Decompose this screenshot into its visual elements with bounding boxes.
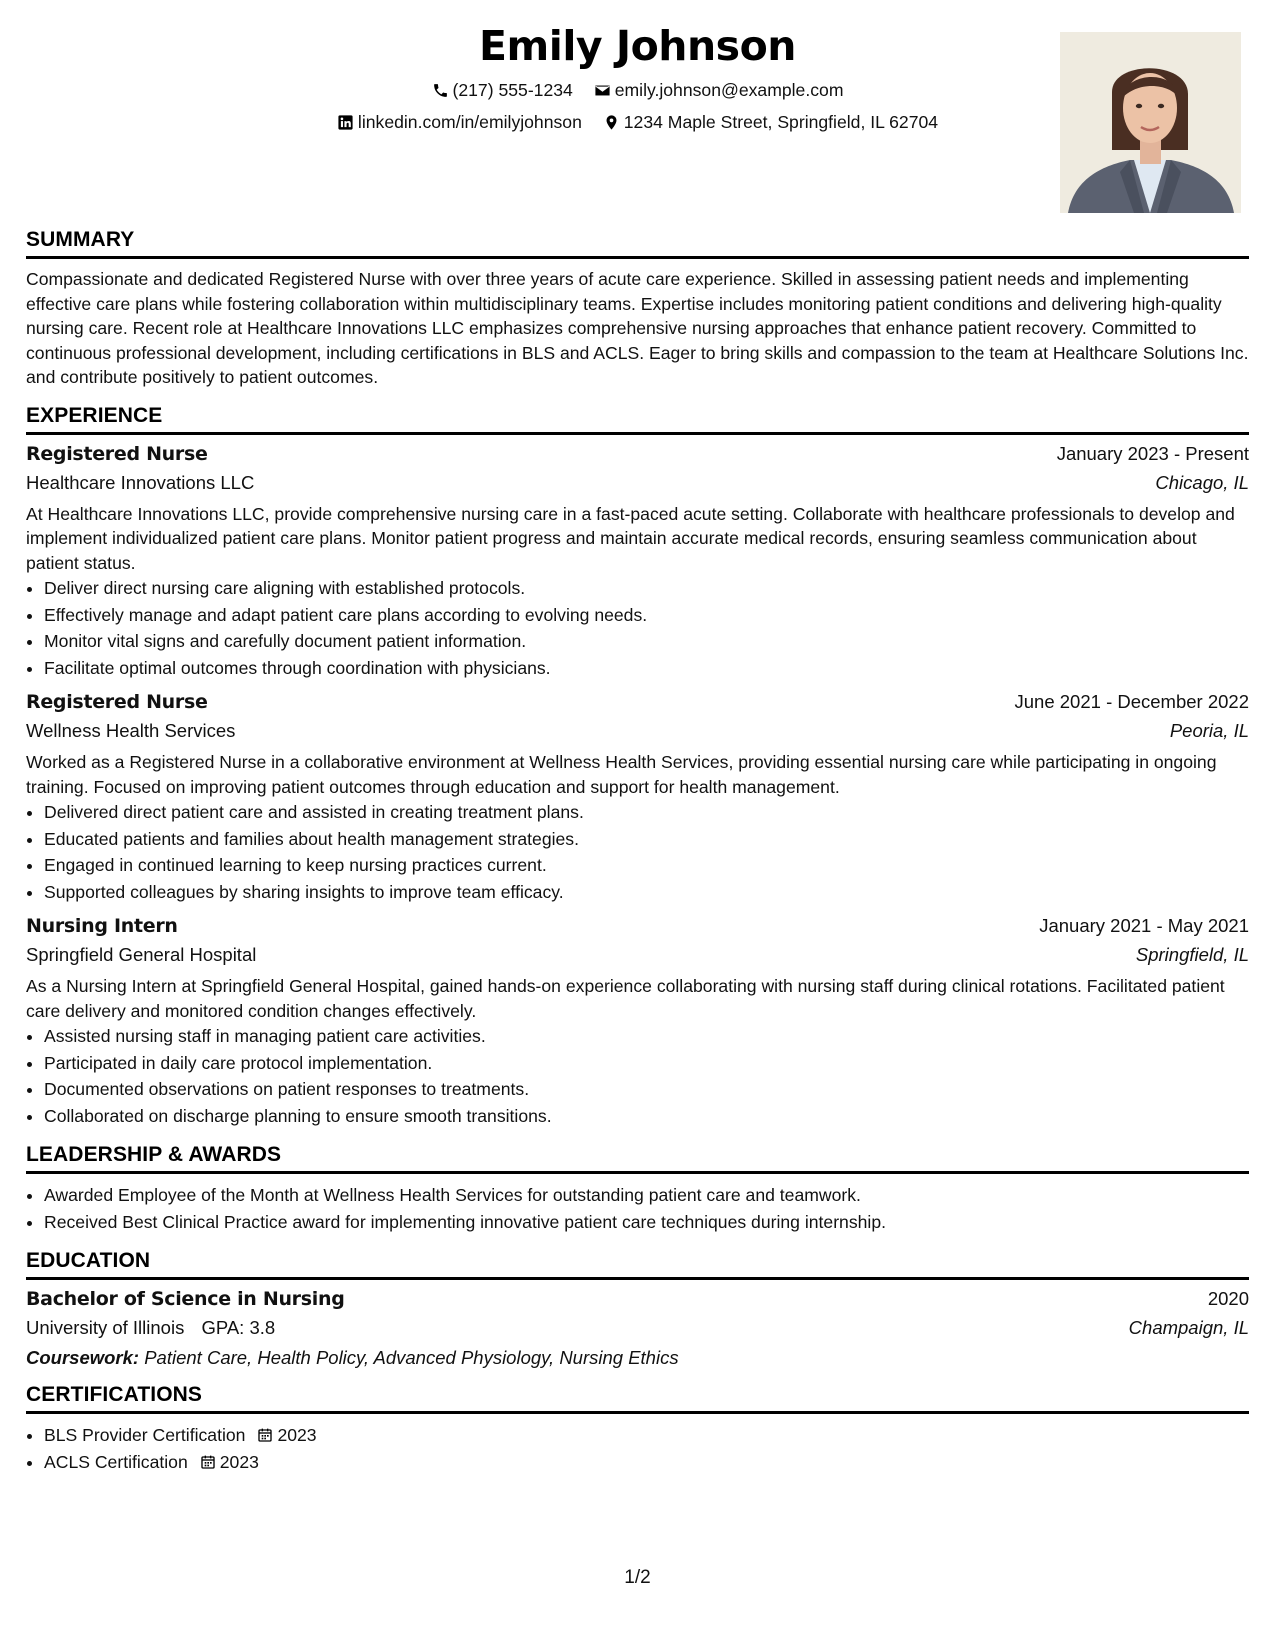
coursework-list: Patient Care, Health Policy, Advanced Physiology, Nursing Ethics <box>144 1347 679 1368</box>
summary-text: Compassionate and dedicated Registered Nurse with over three years of acute care experience. Skilled in assessing patient needs and implementing effective care plans while fostering collaboration within multidisciplinary teams. Expertise includes monitoring patient conditions and delivering high-quality nursing care. Recent role at Healthcare Innovations LLC emphasizes comprehensive nursing approaches that enhance patient recovery. Committed to continuous professional development, including certifications in BLS and ACLS. Eager to bring skills and compassion to the team at Healthcare Solutions Inc. and contribute positively to patient outcomes. <box>26 269 1249 387</box>
list-item: • Awarded Employee of the Month at Wellness Health Services for outstanding patient care and teamwork. <box>44 1182 1249 1209</box>
job-dates: January 2023 - Present <box>1056 442 1249 464</box>
list-item: • Assisted nursing staff in managing patient care activities. <box>44 1023 1249 1050</box>
job-header <box>26 691 1249 713</box>
map-pin-icon <box>603 114 620 131</box>
profile-photo <box>1060 32 1241 213</box>
phone-contact <box>432 80 573 101</box>
list-item: • Engaged in continued learning to keep nursing practices current. <box>44 852 1249 879</box>
list-item <box>44 1422 1249 1449</box>
list-item: • Received Best Clinical Practice award for implementing innovative patient care techniques during internship. <box>44 1209 1249 1236</box>
calendar-icon <box>257 1427 273 1443</box>
summary-heading: SUMMARY <box>26 228 1249 259</box>
job-location: Chicago, IL <box>1155 471 1249 493</box>
resume-header <box>26 0 1249 228</box>
calendar-icon <box>200 1454 216 1470</box>
education-section <box>26 1249 1249 1369</box>
profile-photo-illustration <box>1060 32 1241 213</box>
list-item: • Participated in daily care protocol implementation. <box>44 1050 1249 1077</box>
job-title: Registered Nurse <box>26 442 208 465</box>
job-bullets <box>26 1023 1249 1129</box>
certification <box>44 1449 259 1476</box>
summary-section <box>26 228 1249 390</box>
list-item: • Supported colleagues by sharing insights to improve team efficacy. <box>44 879 1249 906</box>
gpa: GPA: 3.8 <box>201 1317 276 1338</box>
job-description: Worked as a Registered Nurse in a collaborative environment at Wellness Health Services, providing essential nursing care while participating in ongoing training. Focused on improving patient outcomes through education and support for health management. <box>26 752 1217 797</box>
leadership-heading: LEADERSHIP & AWARDS <box>26 1143 1249 1174</box>
school-name: University of Illinois <box>26 1317 185 1338</box>
job-bullets <box>26 575 1249 681</box>
certification-name: • BLS Provider Certification <box>44 1425 246 1445</box>
education-header <box>26 1288 1249 1310</box>
job-subheader <box>26 713 1249 742</box>
job-header <box>26 915 1249 937</box>
job-title: Nursing Intern <box>26 915 178 937</box>
job-description: At Healthcare Innovations LLC, provide comprehensive nursing care in a fast-paced acute setting. Collaborate with healthcare professionals to develop and implement individualized patient care plans. Monitor patient progress and maintain accurate medical records, ensuring seamless communication about patient status. <box>26 503 1235 573</box>
list-item: • Facilitate optimal outcomes through coordination with physicians. <box>44 655 1249 682</box>
job-entry <box>26 691 1249 905</box>
list-item: • Documented observations on patient responses to treatments. <box>44 1076 1249 1103</box>
awards-list <box>26 1182 1249 1235</box>
coursework-label: Coursework: <box>26 1347 140 1368</box>
certifications-section <box>26 1383 1249 1475</box>
job-bullets <box>26 799 1249 905</box>
job-company: Springfield General Hospital <box>26 944 257 965</box>
linkedin-icon <box>337 114 354 131</box>
job-company: Wellness Health Services <box>26 720 236 741</box>
experience-section <box>26 404 1249 1130</box>
job-description: As a Nursing Intern at Springfield General Hospital, gained hands-on experience collaborating with nursing staff during clinical rotations. Facilitated patient care delivery and monitored condition changes effectively. <box>26 976 1225 1021</box>
education-subheader <box>26 1317 1249 1339</box>
job-header <box>26 443 1249 465</box>
list-item: • Effectively manage and adapt patient care plans according to evolving needs. <box>44 602 1249 629</box>
address-text: 1234 Maple Street, Springfield, IL 62704 <box>623 112 939 132</box>
list-item: • Deliver direct nursing care aligning with established protocols. <box>44 575 1249 602</box>
coursework <box>26 1347 1249 1369</box>
job-company: Healthcare Innovations LLC <box>26 471 255 493</box>
envelope-icon <box>594 82 611 99</box>
phone-icon <box>432 82 449 99</box>
job-dates: January 2021 - May 2021 <box>1039 915 1249 936</box>
list-item: • Delivered direct patient care and assisted in creating treatment plans. <box>44 799 1249 826</box>
job-title: Registered Nurse <box>26 691 208 713</box>
certification-year: 2023 <box>277 1425 317 1445</box>
page-number: 1/2 <box>624 1567 651 1588</box>
education-heading: EDUCATION <box>26 1249 1249 1280</box>
email-text: emily.johnson@example.com <box>614 80 844 100</box>
address-contact <box>603 112 938 133</box>
job-subheader <box>26 937 1249 966</box>
graduation-year: 2020 <box>1207 1288 1249 1309</box>
job-location: Peoria, IL <box>1169 720 1249 741</box>
leadership-section <box>26 1143 1249 1235</box>
degree: Bachelor of Science in Nursing <box>26 1288 345 1310</box>
list-item: • Educated patients and families about health management strategies. <box>44 826 1249 853</box>
linkedin-text: linkedin.com/in/emilyjohnson <box>357 112 582 132</box>
job-dates: June 2021 - December 2022 <box>1014 691 1249 712</box>
certifications-list <box>26 1422 1249 1475</box>
job-entry <box>26 915 1249 1129</box>
list-item <box>44 1449 1249 1476</box>
certification-year: 2023 <box>219 1451 259 1472</box>
phone-text: (217) 555-1234 <box>452 80 573 100</box>
list-item: • Collaborated on discharge planning to ensure smooth transitions. <box>44 1103 1249 1130</box>
job-entry <box>26 443 1249 682</box>
school-location: Champaign, IL <box>1128 1317 1249 1338</box>
job-subheader <box>26 465 1249 494</box>
certifications-heading: CERTIFICATIONS <box>26 1383 1249 1414</box>
experience-heading: EXPERIENCE <box>26 404 1249 435</box>
certification-name: • ACLS Certification <box>44 1451 188 1472</box>
certification <box>44 1422 317 1449</box>
list-item: • Monitor vital signs and carefully document patient information. <box>44 628 1249 655</box>
school-and-gpa <box>26 1317 275 1339</box>
linkedin-contact[interactable] <box>337 112 582 133</box>
email-contact[interactable] <box>594 80 844 101</box>
job-location: Springfield, IL <box>1135 944 1249 965</box>
candidate-name: Emily Johnson <box>479 22 796 70</box>
